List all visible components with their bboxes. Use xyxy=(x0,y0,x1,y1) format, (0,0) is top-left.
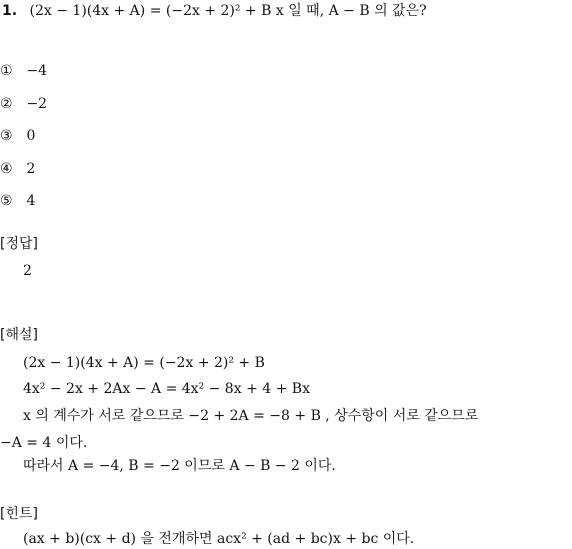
choice-4[interactable] xyxy=(0,160,35,178)
choice-value: −2 xyxy=(26,96,48,112)
explanation-line-5: 따라서 A = −4, B = −2 이므로 A − B − 2 이다. xyxy=(23,458,336,474)
question-text: (2x − 1)(4x + A) = (−2x + 2)² + B x 일 때, A − B 의 값은? xyxy=(29,3,427,19)
choice-5[interactable] xyxy=(0,192,35,210)
explanation-line-3: x 의 계수가 서로 같으므로 −2 + 2A = −8 + B , 상수항이 서로 같으므로 xyxy=(23,408,479,424)
hint-heading: [힌트] xyxy=(0,506,38,522)
choice-value: 4 xyxy=(26,193,36,209)
explanation-line-4: −A = 4 이다. xyxy=(0,435,88,451)
choice-1[interactable] xyxy=(0,62,47,80)
answer-value: 2 xyxy=(23,263,32,279)
hint-text: (ax + b)(cx + d) 을 전개하면 acx² + (ad + bc)x + bc 이다. xyxy=(23,531,415,547)
question-line xyxy=(2,2,427,20)
choice-2[interactable] xyxy=(0,95,47,113)
choice-value: −4 xyxy=(26,63,48,79)
question-number: 1. xyxy=(2,3,18,19)
answer-heading: [정답] xyxy=(0,236,38,252)
choice-mark: ④ xyxy=(0,161,13,177)
choice-mark: ① xyxy=(0,63,13,79)
choice-mark: ② xyxy=(0,96,13,112)
explanation-heading: [해설] xyxy=(0,327,38,343)
choice-3[interactable] xyxy=(0,127,35,145)
choice-value: 2 xyxy=(26,161,36,177)
choice-mark: ⑤ xyxy=(0,193,13,209)
explanation-line-1: (2x − 1)(4x + A) = (−2x + 2)² + B xyxy=(23,355,265,371)
explanation-line-2: 4x² − 2x + 2Ax − A = 4x² − 8x + 4 + Bx xyxy=(23,381,310,397)
choice-mark: ③ xyxy=(0,128,13,144)
choice-value: 0 xyxy=(26,128,36,144)
